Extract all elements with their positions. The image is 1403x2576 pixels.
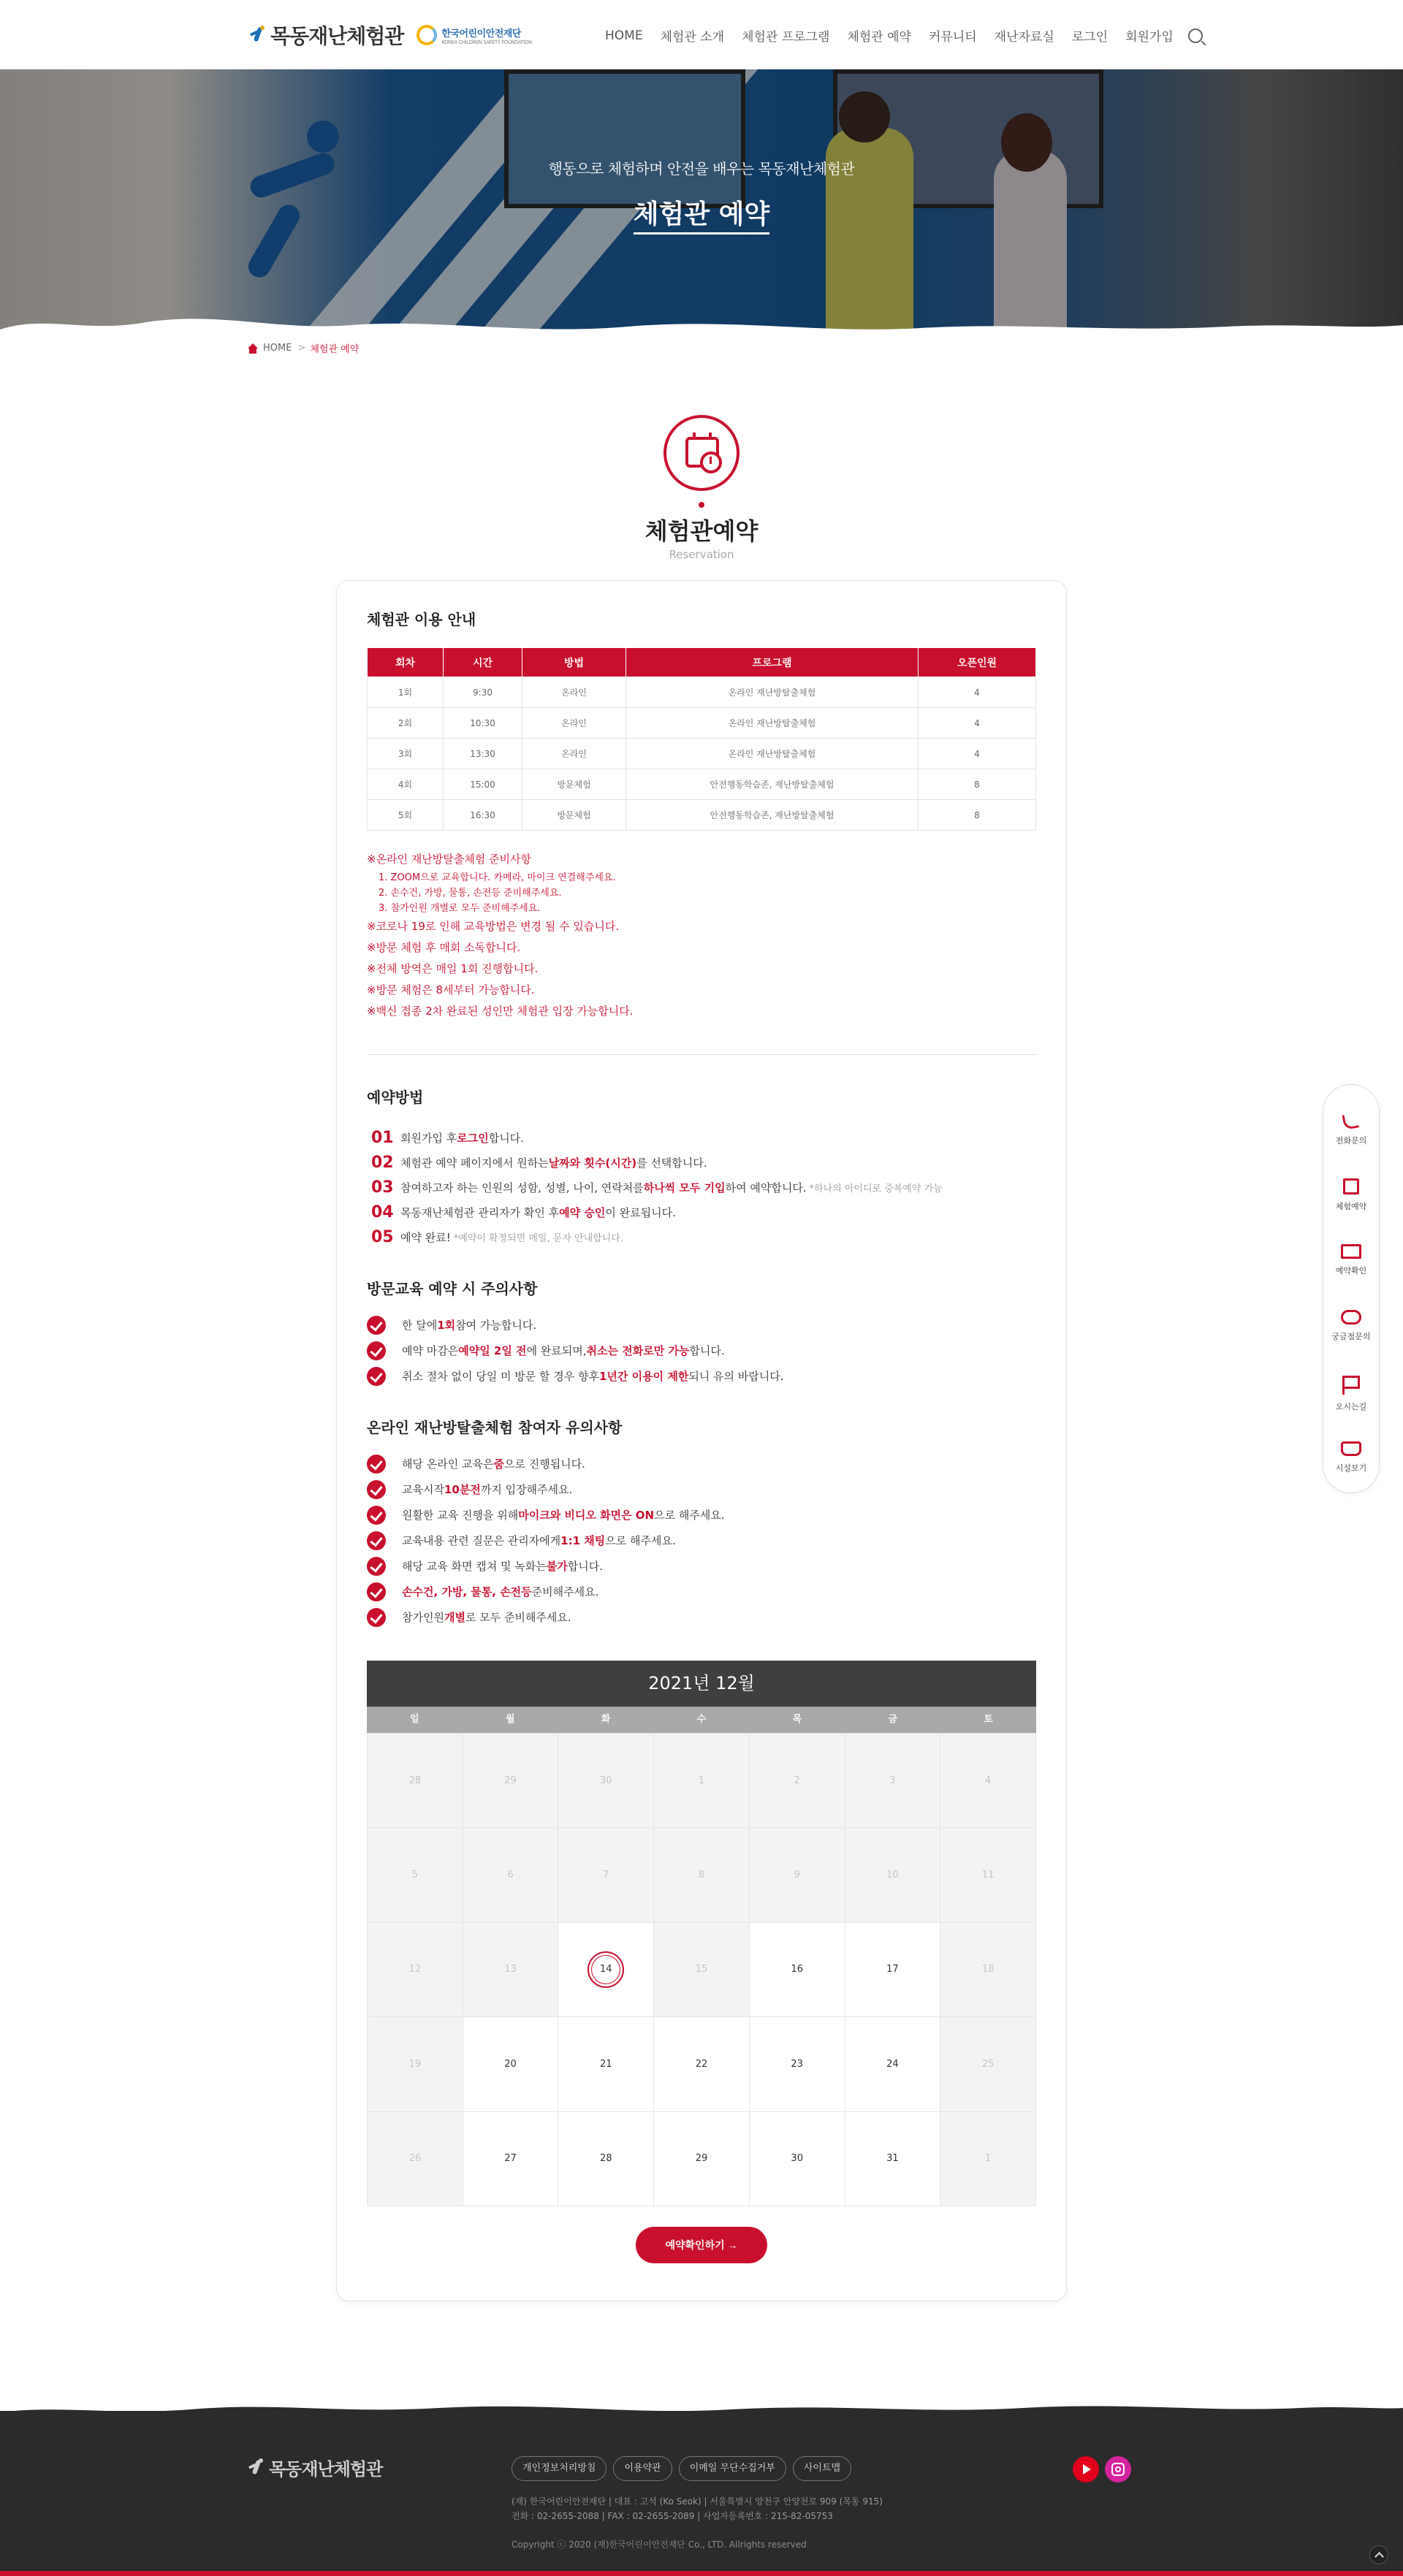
- step-highlight: 로그인: [457, 1131, 489, 1145]
- notice-highlight: 10분전: [444, 1483, 481, 1496]
- footer-links: [512, 2456, 858, 2481]
- footer-link-email-policy[interactable]: 이메일 무단수집거부: [679, 2456, 786, 2481]
- calendar-day-number: 7: [603, 1870, 609, 1881]
- step-text: 를 선택합니다.: [636, 1156, 707, 1170]
- visit-title: 방문교육 예약 시 주의사항: [367, 1280, 538, 1297]
- calendar-day: [845, 1734, 941, 1828]
- calendar-day: [654, 1923, 750, 2017]
- calendar-day-number: 26: [408, 2153, 422, 2165]
- notice-text: 참여 가능합니다.: [455, 1319, 537, 1332]
- check-circle-icon: [367, 1341, 386, 1360]
- weekday: 금: [888, 1714, 897, 1725]
- table-cell: 3회: [368, 739, 444, 769]
- calendar-day-number: 30: [791, 2153, 803, 2165]
- schedule-table: [367, 647, 1036, 831]
- table-header-row: [368, 648, 1036, 677]
- bus-icon: [1341, 1441, 1361, 1456]
- table-cell: 방문체험: [522, 800, 626, 831]
- calendar-day-number: 22: [695, 2058, 708, 2070]
- breadcrumb-separator: >: [297, 343, 306, 354]
- step-text: 참여하고자 하는 인원의 성함, 성별, 나이, 연락처를: [400, 1181, 644, 1194]
- calendar-day: [463, 1828, 559, 1922]
- notice-text: 준비해주세요.: [531, 1585, 599, 1598]
- calendar-day-number: 29: [695, 2153, 708, 2165]
- step-text: 목동재난체험관 관리자가 확인 후: [400, 1205, 560, 1219]
- notice-highlight: 손수건, 가방, 물통, 손전등: [402, 1585, 532, 1598]
- notice-item: [367, 1502, 725, 1528]
- calendar-day[interactable]: [750, 2112, 845, 2206]
- quick-menu-label: 궁금점문의: [1331, 1332, 1371, 1341]
- calendar-day-number: 11: [981, 1870, 995, 1881]
- online-title: 온라인 재난방탈출체험 참여자 유의사항: [367, 1419, 623, 1436]
- quick-menu-label: 체험예약: [1335, 1202, 1367, 1211]
- quick-menu-item[interactable]: [1323, 1178, 1379, 1212]
- notice-text: 원활한 교육 진행을 위해: [402, 1509, 519, 1522]
- step-number: 02: [371, 1153, 394, 1172]
- check-circle-icon: [367, 1455, 386, 1474]
- footer-link-sitemap[interactable]: 사이트맵: [793, 2456, 851, 2481]
- notice-item: [367, 1604, 725, 1630]
- footer-copyright: Copyright ⓒ 2020 (재)한국어린이안전재단 Co., LTD. Allrights reserved: [512, 2539, 807, 2550]
- calendar-day-number: 16: [791, 1964, 803, 1975]
- site-header: [0, 0, 1403, 69]
- notice-text: 교육시작: [402, 1483, 444, 1496]
- calendar-day-number: 3: [889, 1775, 896, 1786]
- footer-info-line: 전화 : 02-2655-2088 | FAX : 02-2655-2089 | 사업자등록번호 : 215-82-05753: [512, 2511, 833, 2521]
- calendar-day-number: 19: [408, 2058, 422, 2070]
- calendar-grid: [367, 1733, 1036, 2206]
- note-sub: 3. 참가인원 개별로 모두 준비해주세요.: [379, 903, 541, 914]
- divider: [367, 1054, 1036, 1055]
- calendar-day-number: 4: [984, 1775, 992, 1786]
- notice-highlight: 1:1 채팅: [560, 1534, 606, 1547]
- page-subtitle: Reservation: [669, 548, 734, 561]
- nav-about[interactable]: 체험관 소개: [660, 30, 725, 45]
- footer-brush-edge: [0, 2396, 1403, 2426]
- method-step: [371, 1150, 943, 1175]
- method-title: 예약방법: [367, 1089, 424, 1106]
- notice-item: [367, 1528, 725, 1553]
- calendar-day-number: 24: [886, 2058, 899, 2070]
- calendar-day[interactable]: [845, 2112, 941, 2206]
- calendar-day-number: 23: [791, 2058, 803, 2070]
- foundation-name: 한국어린이안전재단: [441, 28, 521, 39]
- notice-text: 으로 해주세요.: [605, 1534, 676, 1547]
- calendar-day: [368, 1923, 463, 2017]
- home-icon[interactable]: [247, 343, 259, 354]
- notice-text: 합니다.: [689, 1344, 725, 1357]
- step-number: 01: [371, 1128, 394, 1147]
- table-cell: 9:30: [444, 677, 522, 708]
- notice-text: 까지 입장해주세요.: [480, 1483, 573, 1496]
- note-item: ※전체 방역은 매일 1회 진행합니다.: [367, 962, 539, 975]
- note-item: ※백신 접종 2차 완료된 성인만 체험관 입장 가능합니다.: [367, 1005, 634, 1018]
- col-header: 오픈인원: [919, 648, 1036, 677]
- notice-highlight: 예약일 2일 전: [458, 1344, 527, 1357]
- footer-info: [512, 2494, 883, 2523]
- nav-signup[interactable]: 회원가입: [1125, 30, 1174, 45]
- confirm-reservation-button[interactable]: 예약확인하기 →: [636, 2227, 767, 2263]
- step-hint: *예약이 확정되면 메일, 문자 안내합니다.: [453, 1232, 623, 1244]
- logo-mark-icon: [248, 2458, 265, 2477]
- breadcrumb: [247, 341, 359, 355]
- table-cell: 13:30: [444, 739, 522, 769]
- calendar-day-number: 14: [588, 1951, 624, 1988]
- table-cell: 8: [919, 769, 1036, 800]
- foundation-name-en: KOREA CHILDREN SAFETY FOUNDATION: [441, 39, 532, 45]
- quick-menu-item[interactable]: [1323, 1376, 1379, 1412]
- notice-text: 교육내용 관련 질문은 관리자에게: [402, 1534, 561, 1547]
- notice-text: 되니 유의 바랍니다.: [688, 1370, 784, 1383]
- method-step: [371, 1200, 943, 1224]
- calendar-day-number: 20: [504, 2058, 517, 2070]
- quick-menu: [1323, 1084, 1380, 1493]
- nav-community[interactable]: 커뮤니티: [928, 30, 977, 45]
- calendar-day-number: 18: [981, 1964, 995, 1975]
- check-circle-icon: [367, 1582, 386, 1601]
- notice-text: 참가인원: [402, 1611, 444, 1624]
- notice-text: 에 완료되며,: [526, 1344, 587, 1357]
- weekday: 화: [601, 1714, 611, 1725]
- table-cell: 10:30: [444, 708, 522, 739]
- table-cell: 4회: [368, 769, 444, 800]
- calendar-day: [940, 2112, 1036, 2206]
- notice-text: 으로 해주세요.: [654, 1509, 725, 1522]
- notice-item: [367, 1338, 784, 1363]
- calendar-day: [368, 1734, 463, 1828]
- notice-highlight: 1회: [437, 1319, 456, 1332]
- calendar-day-number: 31: [886, 2153, 899, 2165]
- note-item: ※코로나 19로 인해 교육방법은 변경 될 수 있습니다.: [367, 920, 620, 933]
- table-row: [368, 800, 1036, 831]
- step-text: 회원가입 후: [400, 1131, 457, 1145]
- calendar-day: [368, 2112, 463, 2206]
- step-number: 04: [371, 1203, 394, 1222]
- chat-icon: [1341, 1310, 1361, 1325]
- footer-info-line: (재) 한국어린이안전재단 | 대표 : 고석 (Ko Seok) | 서울특별시 양천구 안양천로 909 (목동 915): [512, 2496, 883, 2507]
- search-icon[interactable]: [1188, 28, 1203, 43]
- calendar-day-number: 1: [698, 1775, 705, 1786]
- col-header: 회차: [368, 648, 444, 677]
- calendar-day-number: 8: [698, 1870, 705, 1881]
- title-dot: [699, 502, 704, 508]
- calendar-day-number: 28: [600, 2153, 612, 2165]
- quick-menu-label: 전화문의: [1335, 1136, 1367, 1146]
- table-cell: 5회: [368, 800, 444, 831]
- calendar-day: [940, 2017, 1036, 2111]
- monitor-icon: [1341, 1244, 1361, 1259]
- calendar-day: [654, 1828, 750, 1922]
- notice-text: 한 달에: [402, 1319, 438, 1332]
- site-logo[interactable]: [250, 20, 532, 50]
- table-cell: 16:30: [444, 800, 522, 831]
- method-step: [371, 1125, 943, 1150]
- weekday: 일: [410, 1714, 419, 1725]
- calendar-day[interactable]: [845, 1923, 941, 2017]
- check-circle-icon: [367, 1367, 386, 1386]
- table-cell: 안전행동학습존, 재난방탈출체험: [626, 769, 919, 800]
- footer-link-privacy[interactable]: 개인정보처리방침: [512, 2456, 607, 2481]
- calendar-day: [368, 2017, 463, 2111]
- step-highlight: 하나씩 모두 기입: [643, 1181, 726, 1194]
- notice-text: 해당 온라인 교육은: [402, 1457, 494, 1471]
- site-footer: [0, 2411, 1403, 2576]
- calendar-day[interactable]: [750, 1923, 845, 2017]
- calendar-day: [463, 1734, 559, 1828]
- online-notice-list: [367, 1451, 725, 1630]
- calendar-day-number: 9: [794, 1870, 800, 1881]
- calendar-day: [558, 1828, 654, 1922]
- calendar-day-number: 27: [504, 2153, 517, 2165]
- calendar-day-number: 21: [600, 2058, 612, 2070]
- calendar-day-number: 10: [886, 1870, 899, 1881]
- notice-item: [367, 1312, 784, 1338]
- step-text: 체험관 예약 페이지에서 원하는: [400, 1156, 549, 1170]
- col-header: 방법: [522, 648, 626, 677]
- quick-menu-item[interactable]: [1323, 1244, 1379, 1276]
- main-nav: [605, 26, 1203, 45]
- note-item: ※방문 체험 후 매회 소독합니다.: [367, 941, 521, 954]
- calendar-day: [940, 1828, 1036, 1922]
- quick-menu-item[interactable]: [1323, 1113, 1379, 1146]
- table-row: [368, 677, 1036, 708]
- nav-login[interactable]: 로그인: [1071, 30, 1109, 45]
- calendar-weekdays: [367, 1707, 1036, 1733]
- nav-reservation[interactable]: 체험관 예약: [847, 30, 911, 45]
- method-steps: [371, 1125, 943, 1249]
- check-circle-icon: [367, 1480, 386, 1499]
- foundation-logo[interactable]: [417, 25, 531, 45]
- calendar-day-number: 15: [695, 1964, 708, 1975]
- step-text: 합니다.: [488, 1131, 524, 1145]
- note-item: ※방문 체험은 8세부터 가능합니다.: [367, 983, 535, 997]
- notice-item: [367, 1363, 784, 1389]
- notice-text: 해당 교육 화면 캡쳐 및 녹화는: [402, 1560, 547, 1573]
- hero-title-text: 체험관 예약: [634, 199, 769, 235]
- calendar-day-number: 28: [408, 1775, 422, 1786]
- step-text: 이 완료됩니다.: [605, 1205, 676, 1219]
- quick-menu-item[interactable]: [1323, 1441, 1379, 1474]
- calendar-day: [463, 1923, 559, 2017]
- hero-banner: [0, 69, 1403, 343]
- notice-item: [367, 1553, 725, 1579]
- notice-highlight: 줌: [493, 1457, 504, 1471]
- hero-title: [0, 194, 1403, 231]
- logo-text: 목동재난체험관: [270, 24, 404, 48]
- calendar-day[interactable]: [463, 2017, 559, 2111]
- notice-highlight: 불가: [546, 1560, 568, 1573]
- calendar-day-number: 5: [411, 1870, 418, 1881]
- table-cell: 4: [919, 739, 1036, 769]
- scroll-top-button[interactable]: [1369, 2545, 1388, 2564]
- notice-item: [367, 1451, 725, 1476]
- nav-resources[interactable]: 재난자료실: [994, 30, 1054, 45]
- notice-highlight: 1년간 이용이 제한: [599, 1370, 689, 1383]
- method-step: [371, 1224, 943, 1249]
- notice-item: [367, 1476, 725, 1502]
- table-cell: 4: [919, 708, 1036, 739]
- nav-programs[interactable]: 체험관 프로그램: [742, 30, 830, 45]
- check-circle-icon: [367, 1608, 386, 1627]
- step-number: 05: [371, 1227, 394, 1246]
- calendar-day: [750, 1734, 845, 1828]
- page-title: 체험관예약: [645, 517, 758, 545]
- flag-icon: [1342, 1376, 1360, 1395]
- calendar-clock-icon: [664, 415, 739, 491]
- check-circle-icon: [367, 1531, 386, 1550]
- table-cell: 온라인: [522, 708, 626, 739]
- hero-subtitle: 행동으로 체험하며 안전을 배우는 목동재난체험관: [548, 160, 855, 178]
- check-circle-icon: [367, 1557, 386, 1576]
- step-text: 예약 완료!: [400, 1230, 451, 1244]
- step-text: 하여 예약합니다.: [725, 1181, 807, 1194]
- calendar-day-number: 17: [886, 1964, 899, 1975]
- footer-accent-line: [0, 2571, 1403, 2576]
- notice-item: [367, 1579, 725, 1604]
- calendar-day-number: 6: [507, 1870, 514, 1881]
- weekday: 토: [984, 1714, 993, 1725]
- table-cell: 15:00: [444, 769, 522, 800]
- nav-home[interactable]: HOME: [605, 28, 643, 43]
- notice-highlight: 개별: [444, 1611, 465, 1624]
- calendar-day[interactable]: [463, 2112, 559, 2206]
- table-cell: 안전행동학습존, 재난방탈출체험: [626, 800, 919, 831]
- notice-text: 예약 마감은: [402, 1344, 459, 1357]
- calendar-day: [940, 1923, 1036, 2017]
- calendar-day: [558, 1734, 654, 1828]
- check-circle-icon: [367, 1316, 386, 1335]
- footer-logo[interactable]: [248, 2455, 382, 2480]
- quick-menu-label: 예약확인: [1335, 1266, 1367, 1276]
- calendar-day[interactable]: [558, 1923, 654, 2017]
- calendar-day-number: 30: [600, 1775, 612, 1786]
- youtube-icon[interactable]: [1073, 2456, 1099, 2482]
- guide-title: 체험관 이용 안내: [367, 611, 476, 628]
- check-circle-icon: [367, 1506, 386, 1525]
- table-cell: 1회: [368, 677, 444, 708]
- table-cell: 온라인 재난방탈출체험: [626, 739, 919, 769]
- notice-text: 으로 진행됩니다.: [503, 1457, 585, 1471]
- step-number: 03: [371, 1178, 394, 1197]
- notice-highlight: 마이크와 비디오 화면은 ON: [518, 1509, 655, 1522]
- table-row: [368, 739, 1036, 769]
- breadcrumb-current: 체험관 예약: [310, 344, 360, 355]
- calendar-day[interactable]: [845, 2017, 941, 2111]
- logo-mark-icon: [250, 26, 266, 45]
- notice-text: 취소 절차 없이 당일 미 방문 할 경우 향후: [402, 1370, 599, 1383]
- table-cell: 온라인 재난방탈출체험: [626, 677, 919, 708]
- table-row: [368, 708, 1036, 739]
- calendar-month-title: 2021년 12월: [367, 1661, 1036, 1707]
- calendar-day: [368, 1828, 463, 1922]
- breadcrumb-home[interactable]: HOME: [263, 343, 292, 354]
- notice-text: 로 모두 준비해주세요.: [465, 1611, 571, 1624]
- calendar-day: [750, 1828, 845, 1922]
- phone-icon: [1342, 1111, 1360, 1129]
- calendar-day-number: 13: [504, 1964, 517, 1975]
- brush-edge: [0, 300, 1403, 343]
- calendar-day: [940, 1734, 1036, 1828]
- table-row: [368, 769, 1036, 800]
- footer-logo-text: 목동재난체험관: [269, 2459, 383, 2480]
- table-cell: 온라인: [522, 677, 626, 708]
- step-highlight: 예약 승인: [559, 1205, 606, 1219]
- calendar-day[interactable]: [750, 2017, 845, 2111]
- calendar-day[interactable]: [654, 2017, 750, 2111]
- calendar-day-number: 25: [981, 2058, 995, 2070]
- col-header: 시간: [444, 648, 522, 677]
- calendar-day-number: 12: [408, 1964, 422, 1975]
- quick-menu-label: 시설보기: [1335, 1463, 1367, 1473]
- edit-icon: [1343, 1178, 1359, 1194]
- quick-menu-label: 오시는길: [1335, 1402, 1367, 1411]
- guide-notes: [367, 849, 634, 1022]
- quick-menu-item[interactable]: [1323, 1310, 1379, 1342]
- weekday: 월: [505, 1714, 515, 1725]
- table-cell: 8: [919, 800, 1036, 831]
- table-cell: 온라인: [522, 739, 626, 769]
- calendar-day-number: 1: [984, 2153, 992, 2165]
- calendar-day[interactable]: [558, 2112, 654, 2206]
- calendar-day[interactable]: [558, 2017, 654, 2111]
- table-cell: 2회: [368, 708, 444, 739]
- step-highlight: 날짜와 횟수(시간): [548, 1156, 637, 1170]
- step-hint: *하나의 아이디로 중복예약 가능: [809, 1183, 943, 1194]
- footer-link-terms[interactable]: 이용약관: [613, 2456, 672, 2481]
- calendar-day: [654, 1734, 750, 1828]
- table-cell: 방문체험: [522, 769, 626, 800]
- weekday: 수: [696, 1714, 707, 1725]
- calendar-day-number: 2: [794, 1775, 800, 1786]
- method-step: [371, 1175, 943, 1200]
- table-cell: 온라인 재난방탈출체험: [626, 708, 919, 739]
- note-sub: 1. ZOOM으로 교육합니다. 카메라, 마이크 연결해주세요.: [379, 872, 616, 883]
- calendar-day: [845, 1828, 941, 1922]
- calendar-day-number: 29: [504, 1775, 517, 1786]
- instagram-icon[interactable]: [1105, 2456, 1131, 2482]
- calendar-day[interactable]: [654, 2112, 750, 2206]
- table-cell: 4: [919, 677, 1036, 708]
- col-header: 프로그램: [626, 648, 919, 677]
- visit-notice-list: [367, 1312, 784, 1389]
- note-header: ※온라인 재난방탈출체험 준비사항: [367, 853, 531, 866]
- weekday: 목: [792, 1714, 802, 1725]
- foundation-emblem-icon: [417, 25, 437, 45]
- notice-text: 합니다.: [567, 1560, 603, 1573]
- notice-highlight: 취소는 전화로만 가능: [586, 1344, 690, 1357]
- note-sub: 2. 손수건, 가방, 물통, 손전등 준비해주세요.: [379, 888, 562, 899]
